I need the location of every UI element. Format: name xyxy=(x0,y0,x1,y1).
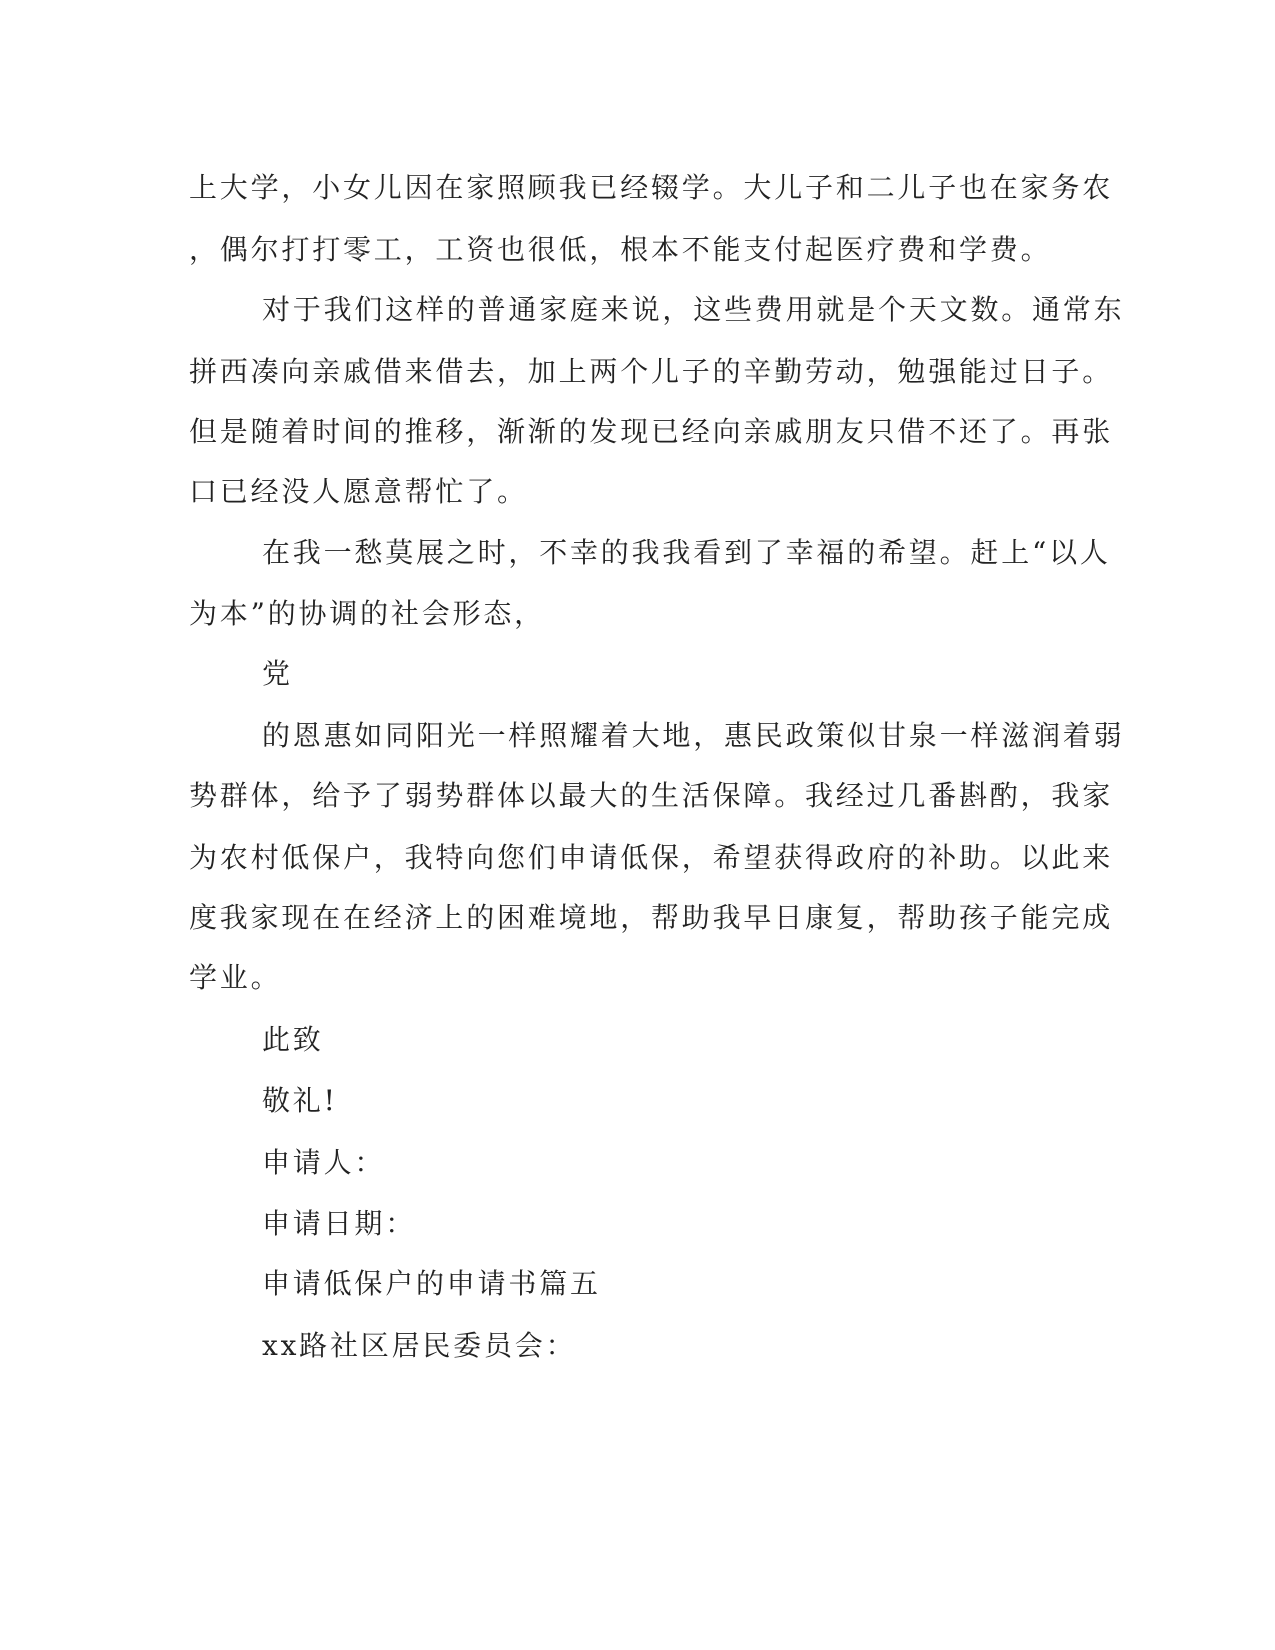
body-text-line: 但是随着时间的推移，渐渐的发现已经向亲戚朋友只借不还了。再张 xyxy=(189,415,1114,448)
closing-salutation: 此致 xyxy=(262,1023,324,1056)
paragraph-start-line: 党 xyxy=(262,657,293,690)
section-title: 申请低保户的申请书篇五 xyxy=(262,1267,601,1300)
body-text-line: 口已经没人愿意帮忙了。 xyxy=(189,475,528,508)
body-text-line: 为本”的协调的社会形态， xyxy=(189,597,545,630)
body-text-line: ，偶尔打打零工，工资也很低，根本不能支付起医疗费和学费。 xyxy=(189,233,1052,266)
body-text-line: 为农村低保户，我特向您们申请低保，希望获得政府的补助。以此来 xyxy=(189,841,1114,874)
applicant-label: 申请人： xyxy=(262,1146,386,1179)
body-text-line: 势群体，给予了弱势群体以最大的生活保障。我经过几番斟酌，我家 xyxy=(189,779,1114,812)
body-text-line: 学业。 xyxy=(189,961,282,994)
body-text-line: 拼西凑向亲戚借来借去，加上两个儿子的辛勤劳动，勉强能过日子。 xyxy=(189,355,1114,388)
paragraph-start-line: 的恩惠如同阳光一样照耀着大地，惠民政策似甘泉一样滋润着弱 xyxy=(262,719,1125,752)
paragraph-start-line: 在我一愁莫展之时，不幸的我我看到了幸福的希望。赶上“以人 xyxy=(262,536,1111,569)
body-text-line: 上大学，小女儿因在家照顾我已经辍学。大儿子和二儿子也在家务农 xyxy=(189,171,1114,204)
addressee-line: xx路社区居民委员会： xyxy=(262,1329,577,1362)
application-date-label: 申请日期： xyxy=(262,1207,417,1240)
body-text-line: 度我家现在在经济上的困难境地，帮助我早日康复，帮助孩子能完成 xyxy=(189,901,1114,934)
closing-regards: 敬礼! xyxy=(262,1084,338,1117)
paragraph-start-line: 对于我们这样的普通家庭来说，这些费用就是个天文数。通常东 xyxy=(262,293,1125,326)
